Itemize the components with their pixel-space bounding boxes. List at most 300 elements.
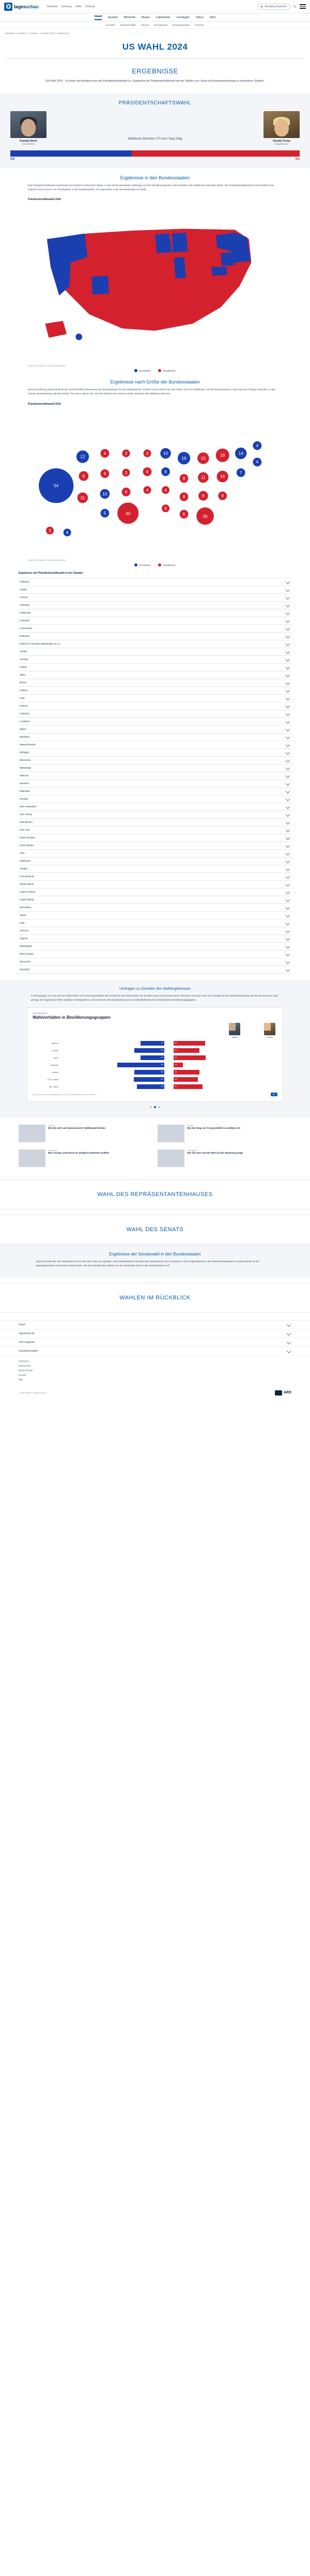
state-row[interactable] bbox=[19, 609, 291, 617]
chevron-down-icon bbox=[286, 634, 290, 638]
footer-row-label: ARD-Angebote bbox=[19, 1341, 35, 1344]
state-row-label: Virginia bbox=[20, 937, 28, 940]
state-row-label: Wisconsin bbox=[20, 960, 30, 963]
footer-row[interactable] bbox=[0, 1347, 310, 1356]
footer-copyright: © ARD-aktuell / tagesschau.de bbox=[19, 1391, 47, 1394]
state-row-label: Wyoming bbox=[20, 968, 30, 971]
chevron-down-icon bbox=[286, 866, 290, 870]
chevron-down-icon bbox=[286, 610, 290, 615]
state-row-label: Utah bbox=[20, 922, 25, 925]
state-row[interactable] bbox=[19, 749, 291, 757]
footer-link-impressum[interactable]: Impressum bbox=[19, 1359, 29, 1362]
chevron-down-icon bbox=[286, 843, 290, 847]
svg-text:6: 6 bbox=[164, 505, 167, 511]
chevron-down-icon bbox=[286, 665, 290, 669]
svg-text:6: 6 bbox=[182, 511, 185, 517]
trump-party: Republikaner bbox=[274, 142, 289, 145]
electoral-bar-legend bbox=[10, 158, 300, 161]
chevron-down-icon bbox=[286, 626, 290, 630]
us-map-svg[interactable] bbox=[9, 206, 301, 361]
chart-source: Quelle: AP VoteCast / Befragung von über 120.000 Wählerinnen und Wählern bbox=[33, 1093, 97, 1096]
state-row-label: Washington bbox=[20, 945, 33, 948]
chevron-down-icon bbox=[286, 641, 290, 646]
chart-badge: AP bbox=[271, 1093, 277, 1096]
chart-legend-trump-label: Trump bbox=[267, 1036, 273, 1039]
tagesschau-logo[interactable] bbox=[4, 3, 39, 11]
state-row-label: Minnesota bbox=[20, 759, 31, 762]
subnav-item-0[interactable]: US-Wahl bbox=[105, 24, 115, 26]
senate-block-text: Etwa ein Drittel der 100 Senatssitze kommt alle zwei Jahre neu gewählt. Jeder Bundesstaat entsendet zwei Senatorinnen oder Senatoren in die Kongresskammer. Die Wahlentscheidungen im Senat spielen für die gesetzgeberische Arbeit eine zentrale Rolle. Hier die Resultate der Wahlen um die Senatssitze 2024 in den Bundesstaaten auf: bbox=[36, 1260, 259, 1267]
state-row-label: New Hampshire bbox=[20, 805, 37, 808]
chart-bar-harris: 42 bbox=[141, 1055, 164, 1060]
state-row[interactable] bbox=[19, 586, 291, 594]
search-icon[interactable]: 🔍 bbox=[293, 5, 297, 8]
state-row[interactable] bbox=[19, 958, 291, 966]
svg-text:3: 3 bbox=[146, 450, 149, 456]
state-row-label: District of Columbia (Washington D.C.) bbox=[20, 642, 60, 646]
chart-row bbox=[33, 1048, 277, 1053]
svg-text:4: 4 bbox=[256, 442, 259, 448]
carousel-dot[interactable] bbox=[154, 1106, 156, 1108]
footer-links bbox=[0, 1356, 310, 1385]
chevron-down-icon bbox=[286, 758, 290, 762]
carousel-dot[interactable] bbox=[150, 1106, 152, 1108]
teaser-thumb bbox=[158, 1149, 184, 1167]
teaser-meta: Reportage bbox=[48, 1149, 57, 1152]
svg-text:4: 4 bbox=[66, 529, 69, 535]
map2-text: Diese Darstellung veranschaulicht die unterschiedliche Bedeutung der Bundesstaaten für das Wahlergebnis. Größere Kreise stehen für eine höhere Zahl von Wahlleuten, die der Bundesstaaten in das Electoral College entsenden. In den meisten Bundesstaaten gilt das Prinzip 'The winner takes it all': Wer die Mehrheit der Stimmen erhält, bekommt alle Wahlleute-Stimmen. bbox=[28, 388, 276, 395]
size-results-block bbox=[0, 372, 310, 566]
legend2-rep-label: Republikaner bbox=[163, 563, 176, 566]
chart-row-label: Latinos bbox=[52, 1071, 58, 1074]
svg-text:40: 40 bbox=[126, 511, 131, 516]
state-row[interactable] bbox=[19, 803, 291, 811]
chart-row bbox=[33, 1069, 277, 1075]
teaser-meta: Hintergrund bbox=[187, 1149, 197, 1152]
chart-bar-harris: 54 bbox=[134, 1077, 164, 1082]
state-row[interactable] bbox=[19, 695, 291, 702]
chevron-down-icon bbox=[286, 928, 290, 932]
state-row[interactable] bbox=[19, 726, 291, 733]
svg-text:5: 5 bbox=[103, 510, 106, 516]
footer-link-kontakt[interactable]: Kontakt bbox=[19, 1373, 26, 1376]
state-row[interactable] bbox=[19, 664, 291, 671]
state-row-label: Hawaii bbox=[20, 666, 27, 669]
svg-text:19: 19 bbox=[220, 452, 225, 458]
chevron-down-icon bbox=[286, 703, 290, 708]
chevron-down-icon bbox=[287, 1348, 291, 1353]
house-section-title: WAHL DES REPRÄSENTANTENHAUSES bbox=[0, 1179, 310, 1209]
state-row[interactable] bbox=[19, 594, 291, 602]
electoral-bar-dem bbox=[10, 150, 132, 157]
legend2-dem bbox=[134, 563, 151, 566]
state-row[interactable] bbox=[19, 757, 291, 764]
state-row[interactable] bbox=[19, 795, 291, 803]
chart-row bbox=[33, 1077, 277, 1082]
top-link-2[interactable]: Video bbox=[75, 5, 82, 8]
state-row[interactable] bbox=[19, 912, 291, 919]
svg-text:9: 9 bbox=[221, 493, 224, 498]
state-row-label: Indiana bbox=[20, 689, 28, 692]
chevron-down-icon bbox=[286, 952, 290, 956]
subnav-item-2[interactable]: Ukraine bbox=[141, 24, 149, 26]
chevron-down-icon bbox=[286, 618, 290, 622]
chevron-down-icon bbox=[286, 897, 290, 901]
state-row[interactable] bbox=[19, 687, 291, 695]
state-row[interactable] bbox=[19, 640, 291, 648]
svg-text:6: 6 bbox=[164, 468, 167, 474]
retrospect-section-title: WAHLEN IM RÜCKBLICK bbox=[0, 1283, 310, 1313]
ard-logo bbox=[275, 1390, 291, 1396]
us-choropleth-map[interactable] bbox=[9, 206, 301, 361]
state-row[interactable] bbox=[19, 896, 291, 904]
state-row-label: Montana bbox=[20, 782, 29, 785]
chart-row-label: Weiß bbox=[53, 1056, 58, 1060]
chart-title: Wahlverhalten in Bevölkerungsgruppen bbox=[33, 1015, 111, 1020]
state-row[interactable] bbox=[19, 865, 291, 873]
play-icon: ▶ bbox=[261, 5, 263, 8]
svg-text:30: 30 bbox=[203, 513, 208, 519]
carousel-dots[interactable] bbox=[0, 1106, 310, 1108]
state-row[interactable] bbox=[19, 857, 291, 865]
chevron-down-icon bbox=[286, 796, 290, 801]
chart-row-label: 65+ Jahre bbox=[49, 1085, 58, 1088]
teaser-card[interactable] bbox=[19, 1125, 152, 1142]
subnav-item-1[interactable]: Nahost-Konflikt bbox=[120, 24, 136, 26]
state-row-label: Mississippi bbox=[20, 766, 32, 770]
svg-text:6: 6 bbox=[146, 468, 149, 474]
state-row[interactable] bbox=[19, 578, 291, 586]
state-row-label: Massachusetts bbox=[20, 743, 36, 746]
harris-portrait-image bbox=[10, 111, 47, 138]
survey-chart-card[interactable] bbox=[27, 1007, 283, 1102]
svg-text:8: 8 bbox=[182, 494, 185, 499]
state-row-label: Rhode Island bbox=[20, 883, 34, 886]
chart-bar-trump: 51 bbox=[174, 1084, 203, 1089]
svg-text:4: 4 bbox=[256, 459, 259, 465]
chevron-down-icon bbox=[286, 936, 290, 940]
state-row[interactable] bbox=[19, 656, 291, 664]
chart-kicker: US Wahl 2024 bbox=[33, 1012, 48, 1015]
candidate-harris bbox=[10, 111, 47, 145]
map1-legend bbox=[9, 367, 301, 372]
electors-note-text: Wahlleute-Stimmen 270 zum Sieg nötig bbox=[128, 137, 182, 141]
logo-mark-icon bbox=[4, 3, 12, 11]
chart-bar-trump: 55 bbox=[174, 1041, 205, 1046]
candidate-trump bbox=[264, 111, 300, 145]
state-row-label: Pennsylvania bbox=[20, 875, 34, 878]
nav-item-ausland[interactable]: Ausland bbox=[108, 16, 118, 19]
legend-rep bbox=[158, 369, 176, 372]
senate-section-title: WAHL DES SENATS bbox=[0, 1215, 310, 1245]
state-row-label: Delaware bbox=[20, 635, 30, 638]
state-row[interactable] bbox=[19, 772, 291, 780]
nav-item-faktenfinder[interactable]: Faktenfinder bbox=[156, 16, 171, 19]
state-row-label: Vermont bbox=[20, 929, 29, 932]
chart-bar-harris: 53 bbox=[134, 1048, 164, 1053]
chevron-down-icon bbox=[286, 734, 290, 739]
chart-bar-harris: 53 bbox=[134, 1070, 164, 1075]
state-row-label: Louisiana bbox=[20, 720, 30, 723]
state-row[interactable] bbox=[19, 741, 291, 749]
state-row-label: Kansas bbox=[20, 704, 28, 708]
nav-item-wissen[interactable]: Wissen bbox=[141, 16, 150, 19]
chart-row bbox=[33, 1055, 277, 1061]
state-row-label: Texas bbox=[20, 914, 26, 917]
footer-row[interactable] bbox=[0, 1321, 310, 1329]
harris-party: Demokraten bbox=[22, 142, 35, 145]
state-row[interactable] bbox=[19, 671, 291, 679]
nav-item-mehr[interactable]: Mehr bbox=[210, 16, 216, 19]
top-bar bbox=[0, 0, 310, 13]
us-bubble-svg[interactable] bbox=[9, 411, 301, 556]
carousel-dot[interactable] bbox=[158, 1106, 160, 1108]
svg-text:3: 3 bbox=[125, 450, 128, 456]
main-nav bbox=[0, 13, 310, 22]
state-row-label: Oklahoma bbox=[20, 860, 30, 863]
trump-thumb-icon bbox=[264, 1023, 275, 1035]
state-row-label: West Virginia bbox=[20, 953, 34, 956]
map1-caption: Quelle: AP/Wahlen in den Bundesstaaten bbox=[28, 364, 66, 367]
map1-heading: Ergebnisse in den Bundesstaaten bbox=[120, 175, 190, 180]
chevron-down-icon bbox=[287, 1340, 291, 1344]
state-row[interactable] bbox=[19, 873, 291, 881]
teaser-card[interactable] bbox=[158, 1149, 291, 1167]
teaser-row-2 bbox=[0, 1149, 310, 1174]
chevron-down-icon bbox=[286, 750, 290, 754]
chart-legend-trump bbox=[264, 1023, 275, 1038]
state-row[interactable] bbox=[19, 943, 291, 950]
teaser-title: Wie die USA auf Kamala Harris' Wahlkampf blicken bbox=[48, 1127, 105, 1130]
state-row[interactable] bbox=[19, 764, 291, 772]
state-row-label: Connecticut bbox=[20, 627, 33, 630]
chevron-down-icon bbox=[286, 781, 290, 785]
state-row-label: Kalifornien bbox=[20, 611, 31, 615]
chevron-down-icon bbox=[286, 921, 290, 925]
teaser-thumb bbox=[19, 1125, 45, 1142]
state-row-label: Maine bbox=[20, 728, 26, 731]
svg-text:11: 11 bbox=[80, 495, 85, 500]
svg-text:11: 11 bbox=[200, 474, 206, 480]
state-results-block bbox=[0, 168, 310, 373]
svg-text:6: 6 bbox=[82, 473, 85, 479]
state-row-label: Georgia bbox=[20, 658, 28, 661]
chevron-down-icon bbox=[286, 905, 290, 909]
state-row[interactable] bbox=[19, 733, 291, 741]
chevron-down-icon bbox=[286, 672, 290, 677]
footer-link-datenschutz[interactable]: Datenschutz bbox=[19, 1364, 31, 1367]
state-row[interactable] bbox=[19, 881, 291, 888]
state-row-label: Arkansas bbox=[20, 604, 30, 607]
chevron-down-icon bbox=[286, 874, 290, 878]
chevron-down-icon bbox=[286, 742, 290, 746]
state-row-label: Nebraska bbox=[20, 790, 30, 793]
svg-text:14: 14 bbox=[238, 450, 243, 456]
svg-text:4: 4 bbox=[146, 487, 149, 493]
state-row[interactable] bbox=[19, 826, 291, 834]
teaser-meta: Analyse bbox=[187, 1125, 194, 1127]
footer-link-barrierefreiheit[interactable]: Barrierefreiheit bbox=[19, 1369, 33, 1372]
state-row-label: North Dakota bbox=[20, 844, 34, 847]
state-row[interactable] bbox=[19, 834, 291, 842]
map2-heading: Ergebnisse nach Größe der Bundesstaaten bbox=[110, 379, 200, 385]
breadcrumb: Startseite > Ausland > Amerika > US-Wahl 2024 > Ergebnisse bbox=[5, 32, 69, 35]
logo-text-b: schau bbox=[25, 4, 39, 9]
subnav-item-3[interactable]: Klimawandel bbox=[154, 24, 167, 26]
logo-text-a: tages bbox=[14, 4, 26, 9]
svg-text:19: 19 bbox=[181, 455, 187, 461]
chart-row-label: Schwarz bbox=[50, 1064, 58, 1067]
state-row[interactable] bbox=[19, 842, 291, 850]
chevron-down-icon bbox=[286, 773, 290, 777]
state-row-label: New Jersey bbox=[20, 813, 32, 816]
teaser-title: Was Trumps und Harris im Vergleich bewerten wollten bbox=[48, 1152, 110, 1155]
state-row[interactable] bbox=[19, 919, 291, 927]
chevron-down-icon bbox=[287, 1331, 291, 1335]
chart-row-label: Männer bbox=[51, 1042, 58, 1045]
state-row[interactable] bbox=[19, 602, 291, 609]
top-link-1[interactable]: Sendung bbox=[61, 5, 72, 8]
state-row-label: Maryland bbox=[20, 735, 29, 739]
play-broadcast-label: Sendung abspielen bbox=[264, 5, 287, 8]
nav-item-wirtschaft[interactable]: Wirtschaft bbox=[123, 16, 135, 19]
chart-legend bbox=[33, 1023, 277, 1038]
chevron-down-icon bbox=[286, 944, 290, 948]
legend-rep-label: Republikaner bbox=[163, 370, 176, 373]
teaser-thumb bbox=[158, 1125, 184, 1142]
footer-link-hilfe[interactable]: Hilfe bbox=[19, 1378, 23, 1381]
chart-bar-trump: 16 bbox=[174, 1063, 183, 1067]
state-row-label: New York bbox=[20, 829, 30, 832]
state-row[interactable] bbox=[19, 788, 291, 795]
chevron-down-icon bbox=[286, 789, 290, 793]
top-link-0[interactable]: Startseite bbox=[47, 5, 58, 8]
legend-dem-label: Demokraten bbox=[139, 370, 151, 373]
state-row[interactable] bbox=[19, 904, 291, 912]
state-row[interactable] bbox=[19, 966, 291, 974]
state-row[interactable] bbox=[19, 935, 291, 943]
footer bbox=[0, 1320, 310, 1405]
state-row[interactable] bbox=[19, 702, 291, 710]
teaser-card[interactable] bbox=[19, 1149, 152, 1167]
map2-caption: Quelle: AP/Wahlen in den Bundesstaaten bbox=[28, 558, 66, 561]
state-row-label: Arizona bbox=[20, 596, 28, 599]
state-row[interactable] bbox=[19, 811, 291, 819]
state-row[interactable] bbox=[19, 819, 291, 826]
chart-row bbox=[33, 1062, 277, 1068]
teaser-card[interactable] bbox=[158, 1125, 291, 1142]
ard-logo-label: ARD bbox=[283, 1391, 291, 1395]
state-row[interactable] bbox=[19, 780, 291, 788]
chart-legend-harris-label: Harris bbox=[231, 1036, 238, 1039]
subnav-item-4[interactable]: Bundestagswahl bbox=[172, 24, 190, 26]
presidential-section bbox=[0, 93, 310, 168]
footer-row[interactable] bbox=[0, 1329, 310, 1338]
candidate-row bbox=[0, 111, 310, 145]
chevron-down-icon bbox=[286, 913, 290, 917]
electoral-bar-rep bbox=[132, 150, 300, 157]
state-row[interactable] bbox=[19, 617, 291, 625]
map2-label: Präsidentschaftswahl 2024 bbox=[28, 402, 61, 406]
state-row[interactable] bbox=[19, 718, 291, 726]
legend2-rep bbox=[158, 563, 176, 566]
subnav-item-5[interactable]: Podcasts bbox=[194, 24, 205, 26]
results-heading: ERGEBNISSE bbox=[132, 67, 178, 75]
chevron-down-icon bbox=[286, 827, 290, 832]
state-row[interactable] bbox=[19, 625, 291, 633]
electoral-bar bbox=[10, 150, 300, 157]
chevron-down-icon bbox=[286, 719, 290, 723]
top-link-3[interactable]: Podcast bbox=[85, 5, 95, 8]
nav-item-inland[interactable]: Inland bbox=[95, 15, 102, 20]
chevron-down-icon bbox=[286, 890, 290, 894]
state-row[interactable] bbox=[19, 710, 291, 718]
chart-bar-harris: 42 bbox=[141, 1041, 164, 1046]
state-row-label: South Carolina bbox=[20, 891, 36, 894]
chart-row-label: Frauen bbox=[52, 1049, 58, 1052]
footer-row[interactable] bbox=[0, 1338, 310, 1347]
us-bubble-map[interactable] bbox=[9, 411, 301, 556]
play-broadcast-button[interactable] bbox=[257, 4, 290, 10]
teaser-title: Wie die USA und die Welt auf die Stimmung prägt bbox=[187, 1152, 243, 1155]
state-row[interactable] bbox=[19, 927, 291, 935]
dem-electors: 226 bbox=[10, 157, 15, 161]
state-row[interactable] bbox=[19, 633, 291, 640]
chevron-down-icon bbox=[286, 688, 290, 692]
rep-electors: 312 bbox=[295, 157, 300, 161]
state-row-label: Illinois bbox=[20, 681, 26, 684]
states-accordion[interactable] bbox=[19, 578, 291, 974]
chevron-down-icon bbox=[286, 657, 290, 661]
chart-bar-harris: 48 bbox=[137, 1084, 164, 1089]
teaser-thumb bbox=[19, 1149, 45, 1167]
states-accordion-title: Ergebnisse der Präsidentschaftswahl in den Staaten bbox=[19, 571, 83, 575]
harris-thumb-icon bbox=[229, 1023, 240, 1035]
footer-row-label: Inland bbox=[19, 1323, 25, 1326]
state-row-label: Tennessee bbox=[20, 906, 32, 909]
legend-dem bbox=[134, 369, 151, 372]
hamburger-icon[interactable] bbox=[300, 4, 306, 9]
state-row[interactable] bbox=[19, 950, 291, 958]
svg-text:15: 15 bbox=[200, 455, 206, 461]
nav-item-videos[interactable]: Videos bbox=[195, 16, 204, 19]
svg-text:54: 54 bbox=[54, 483, 59, 488]
state-row-label: Missouri bbox=[20, 774, 29, 777]
chevron-down-icon bbox=[286, 804, 290, 808]
chart-bar-trump: 43 bbox=[174, 1077, 198, 1082]
state-row[interactable] bbox=[19, 888, 291, 896]
chevron-down-icon bbox=[286, 595, 290, 599]
svg-text:6: 6 bbox=[103, 470, 106, 476]
senate-block bbox=[0, 1245, 310, 1278]
svg-text:10: 10 bbox=[102, 490, 107, 496]
nav-item-investigativ[interactable]: Investigativ bbox=[176, 16, 190, 19]
chart-row bbox=[33, 1084, 277, 1090]
state-row[interactable] bbox=[19, 679, 291, 687]
top-links bbox=[47, 5, 95, 8]
map2-legend bbox=[9, 561, 301, 566]
chart-bar-harris: 83 bbox=[117, 1063, 164, 1067]
svg-text:3: 3 bbox=[125, 469, 128, 475]
state-row[interactable] bbox=[19, 850, 291, 857]
chevron-down-icon bbox=[286, 696, 290, 700]
sub-nav bbox=[0, 22, 310, 29]
chevron-down-icon bbox=[286, 587, 290, 591]
state-row-label: Iowa bbox=[20, 697, 25, 700]
chevron-down-icon bbox=[287, 1322, 291, 1326]
map1-text: Das Präsidentschaftswahl entscheidet sich letztlich im Electoral College. In das die Bundesstaaten abhängig von ihrer Bevölkerungszahl unterschiedlich viele Wahlleute entsenden dürfen. Die Präsidentschaftswahl ist damit letztlich das Ergebnis einer Summe von Einzelwahlen in den Bundesstaaten. Die Ergebnisse in den Bundesstaaten im Detail: bbox=[28, 183, 274, 191]
state-row[interactable] bbox=[19, 648, 291, 656]
